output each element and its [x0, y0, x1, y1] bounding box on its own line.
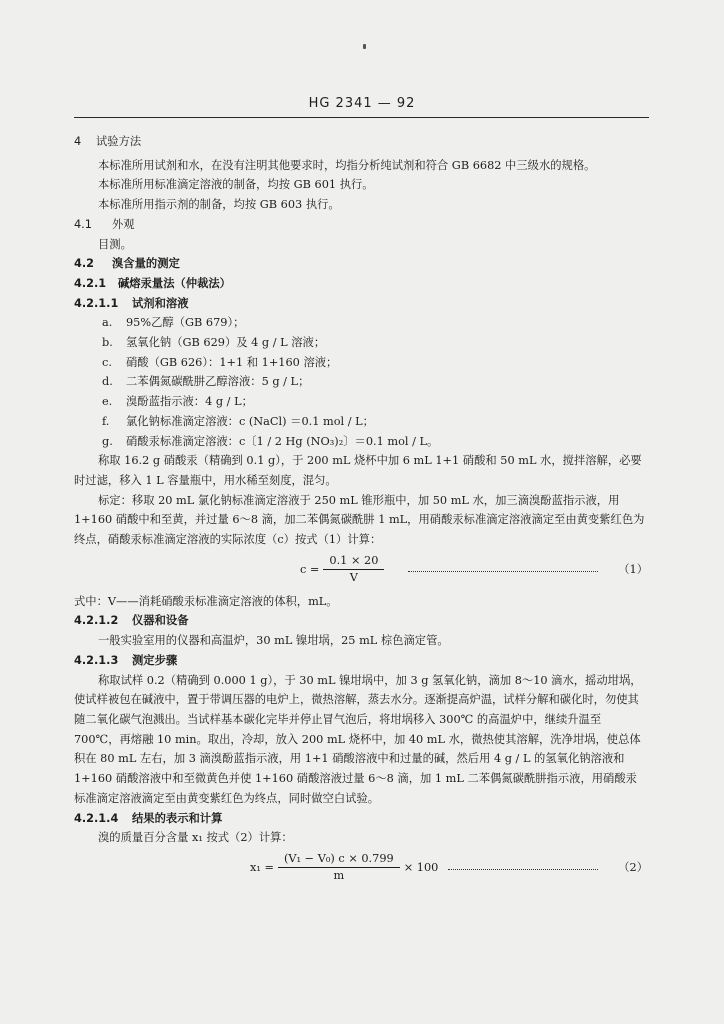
- list-text: 95%乙醇（GB 679）；: [126, 316, 245, 330]
- intro-paragraph: 本标准所用试剂和水，在没有注明其他要求时，均指分析纯试剂和符合 GB 6682 中三级水的规格。: [98, 158, 596, 172]
- section-4-2-1-1-heading: [74, 294, 648, 314]
- formula-2: [74, 848, 648, 888]
- header-rule: [74, 117, 649, 118]
- section-title: 测定步骤: [132, 653, 178, 667]
- section-title: 溴含量的测定: [112, 257, 180, 271]
- formula-fraction: [323, 553, 384, 586]
- list-item: [102, 333, 648, 353]
- section-4-heading: [74, 132, 648, 152]
- intro-paragraph: 本标准所用指示剂的制备，均按 GB 603 执行。: [98, 198, 340, 212]
- list-text: 溴酚蓝指示液：4 g / L；: [126, 395, 253, 409]
- list-item: [102, 412, 648, 432]
- section-4-2-1-3-heading: [74, 651, 648, 671]
- reagent-list: [74, 313, 648, 451]
- list-item: [102, 392, 648, 412]
- list-text: 氢氧化钠（GB 629）及 4 g / L 溶液；: [126, 336, 326, 350]
- section-title: 仪器和设备: [132, 614, 189, 628]
- list-letter: g.: [102, 434, 113, 448]
- section-number: 4.2.1.4: [74, 811, 119, 825]
- formula-numerator: 0.1 × 20: [323, 553, 384, 570]
- standardization-paragraph: 标定：移取 20 mL 氯化钠标准滴定溶液于 250 mL 锥形瓶中，加 50 mL 水，加三滴溴酚蓝指示液，用 1+160 硝酸中和至黄，并过量 6～8 滴，加二苯偶氮碳酰肼 1 mL，用硝酸汞标准滴定溶液滴定至由黄变紫红色为终点，硝酸汞标准滴定溶液的实际浓度（c）按式（1）计算：: [74, 493, 645, 547]
- section-4-2-1-2-heading: [74, 611, 648, 631]
- section-number: 4.2.1: [74, 276, 107, 290]
- list-letter: e.: [102, 395, 113, 409]
- dot-leader: [408, 571, 598, 572]
- list-letter: d.: [102, 375, 113, 389]
- list-letter: f.: [102, 414, 110, 428]
- section-title: 试验方法: [96, 135, 142, 148]
- equation-number: （2）: [618, 861, 648, 875]
- list-item: [102, 353, 648, 373]
- formula-tail: × 100: [403, 861, 439, 875]
- formula-lhs: x₁ =: [250, 861, 274, 875]
- list-text: 氯化钠标准滴定溶液：c (NaCl) ＝0.1 mol / L；: [126, 414, 374, 428]
- section-title: 试剂和溶液: [132, 296, 189, 310]
- intro-paragraph: 本标准所用标准滴定溶液的制备，均按 GB 601 执行。: [98, 178, 374, 192]
- section-number: 4: [74, 135, 82, 148]
- formula-denominator: m: [333, 869, 345, 883]
- list-item: [102, 372, 648, 392]
- equation-number: （1）: [618, 562, 648, 576]
- page-header: HG 2341 — 92: [308, 96, 416, 111]
- list-text: 二苯偶氮碳酰肼乙醇溶液：5 g / L；: [126, 375, 310, 389]
- section-title: 碱熔汞量法（仲裁法）: [118, 276, 231, 290]
- section-4-2-heading: [74, 254, 648, 274]
- list-letter: c.: [102, 355, 112, 369]
- list-letter: b.: [102, 336, 113, 350]
- section-4-1-heading: [74, 215, 648, 235]
- section-number: 4.2.1.1: [74, 296, 119, 310]
- formula-explanation: 式中：V——消耗硝酸汞标准滴定溶液的体积，mL。: [74, 594, 338, 608]
- dot-leader: [448, 869, 598, 870]
- formula-fraction: [278, 851, 400, 884]
- list-item: [102, 313, 648, 333]
- section-number: 4.2: [74, 257, 95, 271]
- section-number: 4.2.1.2: [74, 614, 119, 628]
- section-number: 4.2.1.3: [74, 653, 119, 667]
- list-text: 硝酸汞标准滴定溶液：c〔1 / 2 Hg (NO₃)₂〕＝0.1 mol / L。: [126, 434, 439, 448]
- equipment-text: 一般实验室用的仪器和高温炉，30 mL 镍坩埚，25 mL 棕色滴定管。: [98, 634, 449, 648]
- section-title: 外观: [112, 217, 135, 231]
- list-text: 硝酸（GB 626）：1+1 和 1+160 溶液；: [126, 355, 338, 369]
- list-item: [102, 432, 648, 452]
- formula-lhs: c =: [300, 562, 320, 576]
- preparation-paragraph: 称取 16.2 g 硝酸汞（精确到 0.1 g），于 200 mL 烧杯中加 6 mL 1+1 硝酸和 50 mL 水，搅拌溶解，必要时过滤，移入 1 L 容量瓶中，用水稀至刻度，混匀。: [74, 454, 642, 487]
- scan-speck: [363, 44, 366, 49]
- section-title: 结果的表示和计算: [132, 811, 223, 825]
- formula-denominator: V: [349, 571, 358, 585]
- document-body: [74, 132, 648, 888]
- formula-numerator: (V₁ − V₀) c × 0.799: [278, 851, 400, 868]
- section-4-2-1-4-heading: [74, 809, 648, 829]
- section-number: 4.1: [74, 217, 92, 231]
- appearance-text: 目测。: [98, 237, 132, 251]
- calculation-intro: 溴的质量百分含量 x₁ 按式（2）计算：: [98, 831, 293, 845]
- procedure-text: 称取试样 0.2（精确到 0.000 1 g），于 30 mL 镍坩埚中，加 3 g 氢氧化钠，滴加 8～10 滴水，摇动坩埚，使试样被包在碱液中，置于带调压器的电炉上，微热溶解，蒸去水分。逐渐提高炉温，试样分解和碳化时，勿使其随二氧化碳气泡溅出。当试样基本碳化完毕并停止冒气泡后，将坩埚移入 300℃ 的高温炉中，继续升温至 700℃，再熔融 10 min。取出，冷却，放入 200 mL 烧杯中，加 40 mL 水，微热使其溶解，洗净坩埚，使总体积在 80 mL 左右，加 3 滴溴酚蓝指示液，用 1+1 硝酸溶液中和过量的碱，然后用 4 g / L 的氢氧化钠溶液和 1+160 硝酸溶液中和至微黄色并使 1+160 硝酸溶液过量 6～8 滴，加 1 mL 二苯偶氮碳酰肼指示液，用硝酸汞标准滴定溶液滴定至由黄变紫红色为终点，同时做空白试验。: [74, 673, 642, 805]
- list-letter: a.: [102, 316, 113, 330]
- formula-1: [74, 550, 648, 590]
- section-4-2-1-heading: [74, 274, 648, 294]
